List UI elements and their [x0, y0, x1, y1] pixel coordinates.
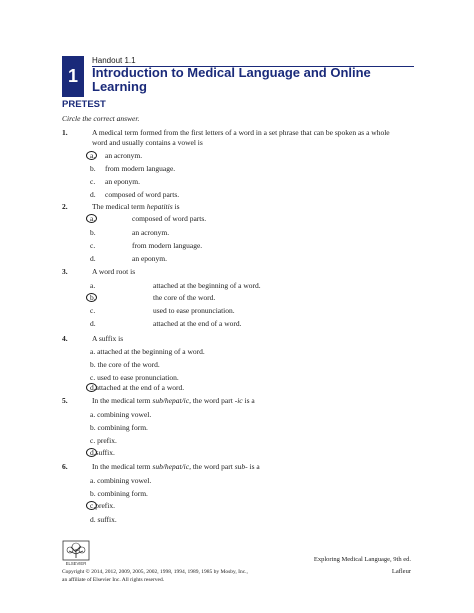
copyright-line-2: an affiliate of Elsevier Inc. All rights reserved. — [62, 577, 165, 583]
question-text: The medical term hepatitis is — [92, 202, 180, 211]
option-letter: b. — [90, 164, 96, 173]
option-letter: d. — [90, 190, 96, 199]
question-text: A word root is — [92, 267, 136, 276]
question-number: 2. — [62, 202, 68, 211]
option-text: composed of word parts. — [105, 190, 180, 199]
medical-term: sub/hepat/ic, — [152, 462, 191, 471]
book-title: Exploring Medical Language, 9th ed. — [313, 556, 411, 563]
option-item: a. combining vowel. — [90, 476, 152, 485]
word-part: -ic — [234, 396, 243, 405]
question-number: 3. — [62, 267, 68, 276]
option-letter: a. — [90, 151, 96, 160]
option-text: the core of the word. — [153, 293, 216, 302]
option-item: c. prefix. — [90, 436, 117, 445]
option-text: from modern language. — [132, 241, 203, 250]
option-letter: d. — [90, 319, 96, 328]
option-text: an acronym. — [105, 151, 143, 160]
option-letter: c. — [90, 177, 96, 186]
option-letter: c. — [90, 241, 96, 250]
option-item: b. the core of the word. — [90, 360, 160, 369]
option-letter: b. — [90, 293, 96, 302]
chapter-number: 1 — [67, 66, 78, 86]
option-letter: d. — [90, 254, 96, 263]
question-text: In the medical term sub/hepat/ic, the word part -ic is a — [92, 396, 255, 405]
question-number: 4. — [62, 334, 68, 343]
option-item: b. combining form. — [90, 489, 148, 498]
author: Lafleur — [391, 568, 411, 575]
option-item: d.attached at the end of a word. — [90, 383, 185, 392]
option-text: an acronym. — [132, 228, 170, 237]
option-text: attached at the beginning of a word. — [153, 281, 261, 290]
option-letter: a. — [90, 281, 96, 290]
option-item: a. combining vowel. — [90, 410, 152, 419]
option-text: composed of word parts. — [132, 214, 207, 223]
option-letter: a. — [90, 214, 96, 223]
option-text: attached at the end of a word. — [153, 319, 242, 328]
section-heading: PRETEST — [62, 99, 106, 110]
option-text: from modern language. — [105, 164, 176, 173]
question-text: A suffix is — [92, 334, 124, 343]
question-number: 6. — [62, 462, 68, 471]
elsevier-tree-logo — [62, 540, 90, 566]
option-text: an eponym. — [132, 254, 167, 263]
handout-label: Handout 1.1 — [92, 56, 136, 65]
option-item: c. used to ease pronunciation. — [90, 373, 179, 382]
medical-term: hepatitis — [146, 202, 173, 211]
option-letter: b. — [90, 228, 96, 237]
option-text: used to ease pronunciation. — [153, 306, 235, 315]
logo-wordmark: ELSEVIER — [65, 561, 87, 566]
title-line-1: Introduction to Medical Language and Online — [92, 65, 371, 80]
question-text: A medical term formed from the first letters of a word in a set phrase that can be spoken as a whole — [92, 128, 390, 137]
option-text: an eponym. — [105, 177, 140, 186]
title-line-2: Learning — [92, 78, 147, 94]
medical-term: sub/hepat/ic, — [152, 396, 191, 405]
option-item: d.suffix. — [90, 448, 115, 457]
option-item: a. attached at the beginning of a word. — [90, 347, 205, 356]
question-text: word and usually contains a vowel is — [92, 138, 203, 147]
question-text: In the medical term sub/hepat/ic, the word part sub- is a — [92, 462, 260, 471]
option-item: b. combining form. — [90, 423, 148, 432]
copyright-line-1: Copyright © 2014, 2012, 2009, 2005, 2002, 1998, 1994, 1989, 1985 by Mosby, Inc., — [62, 569, 248, 575]
instruction-text: Circle the correct answer. — [62, 114, 140, 123]
option-item: d. suffix. — [90, 515, 117, 524]
question-number: 1. — [62, 128, 68, 137]
question-number: 5. — [62, 396, 68, 405]
word-part: sub- — [234, 462, 248, 471]
option-letter: c. — [90, 306, 96, 315]
option-item: c.prefix. — [90, 501, 116, 510]
page-title — [92, 66, 414, 93]
